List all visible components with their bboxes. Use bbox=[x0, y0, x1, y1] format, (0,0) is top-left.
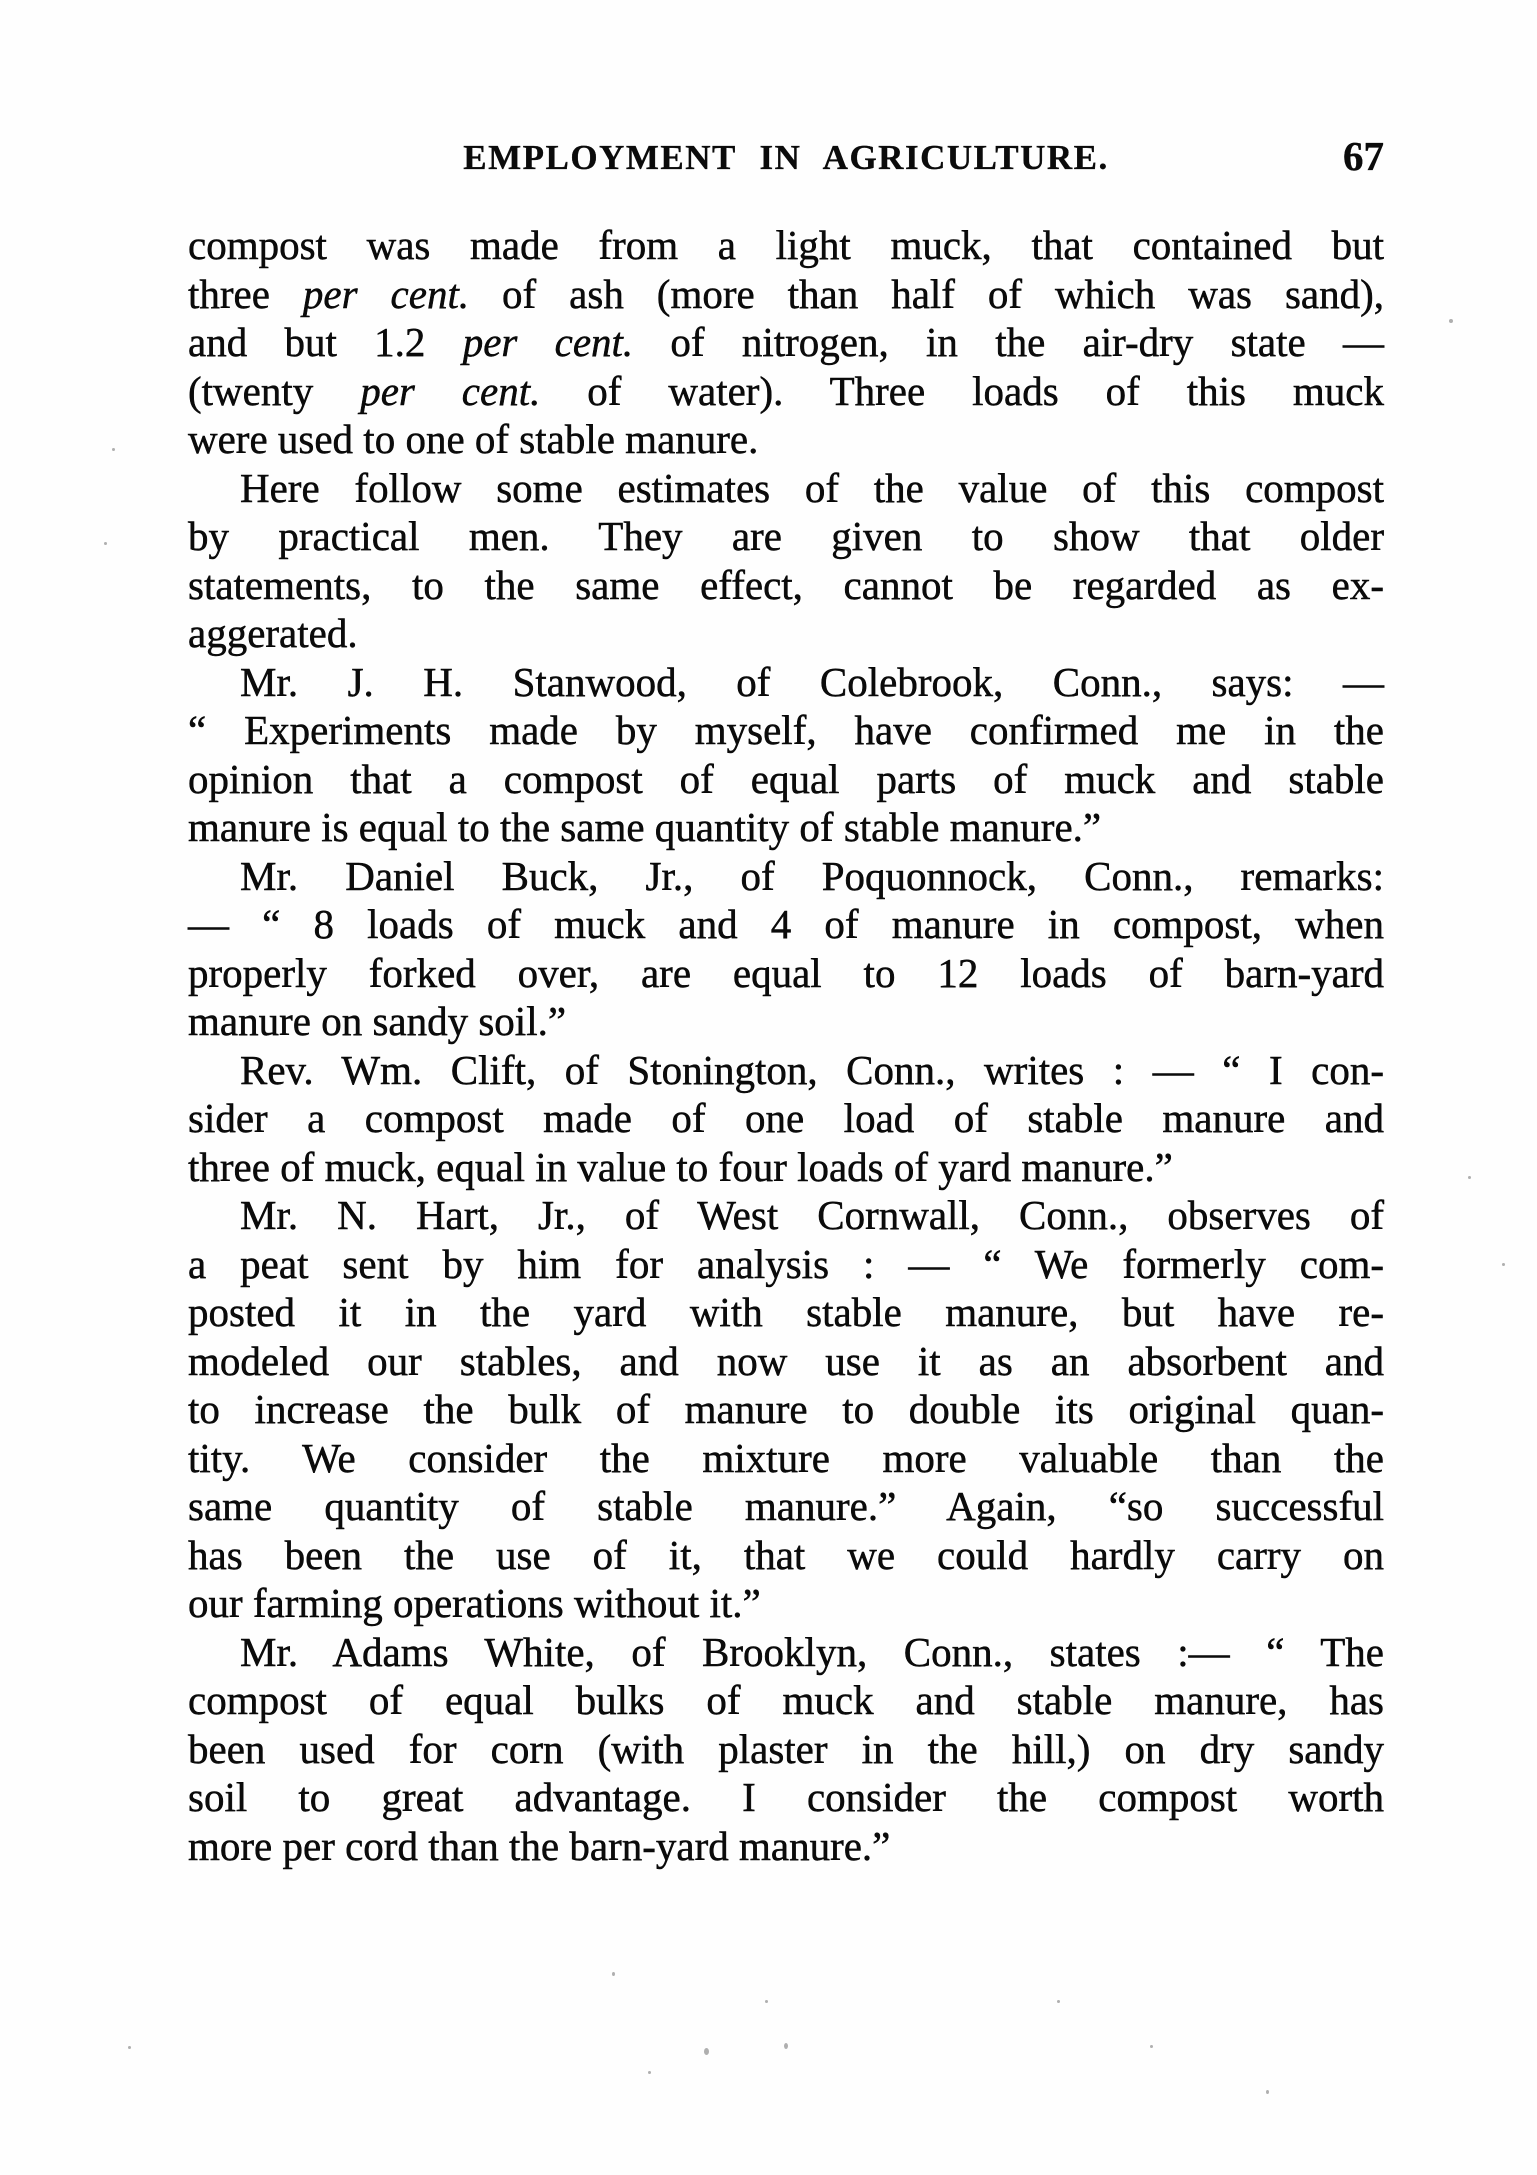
text-line: properly forked over, are equal to 12 loads of barn-yard bbox=[188, 949, 1384, 996]
paragraph bbox=[188, 658, 1384, 852]
scan-speckle bbox=[128, 2046, 131, 2049]
scan-speckle bbox=[704, 2048, 709, 2055]
text-line: Mr. J. H. Stanwood, of Colebrook, Conn., says: — bbox=[240, 658, 1384, 705]
text-line: tity. We consider the mixture more valuable than the bbox=[188, 1434, 1384, 1481]
text-line: sider a compost made of one load of stable manure and bbox=[188, 1095, 1384, 1141]
text-line: posted it in the yard with stable manure, but have re- bbox=[188, 1289, 1384, 1335]
scan-speckle bbox=[1468, 1176, 1471, 1179]
scan-speckle bbox=[1502, 1263, 1505, 1266]
scan-speckle bbox=[112, 448, 115, 451]
text-line: soil to great advantage. I consider the compost worth bbox=[188, 1774, 1384, 1820]
text-line: (twenty per cent. of water). Three loads of this muck bbox=[188, 367, 1385, 414]
text-line: same quantity of stable manure.” Again, “so successful bbox=[188, 1483, 1384, 1529]
scan-speckle bbox=[765, 2000, 768, 2003]
text-line: been used for corn (with plaster in the hill,) on dry sandy bbox=[188, 1725, 1384, 1772]
text-line: statements, to the same effect, cannot be regarded as ex- bbox=[188, 561, 1384, 608]
scan-speckle bbox=[784, 2043, 788, 2049]
text-line: compost of equal bulks of muck and stable manure, has bbox=[188, 1677, 1384, 1723]
paragraph bbox=[188, 1191, 1384, 1628]
text-line: modeled our stables, and now use it as an absorbent and bbox=[188, 1337, 1384, 1384]
text-block bbox=[188, 221, 1384, 1870]
page-header bbox=[188, 133, 1384, 188]
text-line: — “ 8 loads of muck and 4 of manure in compost, when bbox=[188, 901, 1384, 947]
scan-speckle bbox=[648, 2071, 651, 2074]
text-line: Here follow some estimates of the value of this compost bbox=[240, 464, 1384, 511]
text-line: manure is equal to the same quantity of stable manure.” bbox=[188, 804, 1102, 850]
paragraph bbox=[188, 1628, 1384, 1871]
running-title: EMPLOYMENT IN AGRICULTURE. bbox=[463, 138, 1109, 177]
text-line: our farming operations without it.” bbox=[188, 1580, 761, 1626]
scan-speckle bbox=[1057, 2000, 1060, 2003]
text-line: aggerated. bbox=[188, 610, 358, 656]
scan-speckle bbox=[1266, 2090, 1269, 2094]
page-number: 67 bbox=[1343, 133, 1384, 179]
text-line: three of muck, equal in value to four loads of yard manure.” bbox=[188, 1143, 1173, 1190]
scan-speckle bbox=[1150, 2045, 1153, 2048]
text-line: three per cent. of ash (more than half of which was sand), bbox=[188, 270, 1385, 317]
scan-speckle bbox=[104, 542, 107, 545]
paragraph bbox=[188, 852, 1384, 1046]
text-line: a peat sent by him for analysis : — “ We formerly com- bbox=[188, 1240, 1384, 1287]
text-line: compost was made from a light muck, that contained but bbox=[188, 222, 1384, 268]
text-line: opinion that a compost of equal parts of muck and stable bbox=[188, 755, 1384, 802]
text-line: Mr. N. Hart, Jr., of West Cornwall, Conn., observes of bbox=[240, 1192, 1384, 1238]
text-line: Rev. Wm. Clift, of Stonington, Conn., writes : — “ I con- bbox=[240, 1046, 1384, 1093]
scan-speckle bbox=[612, 1972, 615, 1976]
text-line: manure on sandy soil.” bbox=[188, 998, 567, 1044]
text-line: Mr. Adams White, of Brooklyn, Conn., states :— “ The bbox=[240, 1628, 1384, 1675]
text-line: has been the use of it, that we could hardly carry on bbox=[188, 1531, 1384, 1578]
text-line: more per cord than the barn-yard manure.” bbox=[188, 1822, 891, 1869]
text-line: and but 1.2 per cent. of nitrogen, in the air-dry state — bbox=[188, 319, 1384, 365]
paragraph bbox=[188, 464, 1384, 658]
paragraph bbox=[188, 1046, 1384, 1192]
paragraph bbox=[188, 221, 1384, 464]
text-line: were used to one of stable manure. bbox=[188, 416, 759, 462]
text-line: Mr. Daniel Buck, Jr., of Poquonnock, Conn., remarks: bbox=[240, 852, 1384, 899]
text-line: to increase the bulk of manure to double its original quan- bbox=[188, 1386, 1384, 1432]
text-line: “ Experiments made by myself, have confirmed me in the bbox=[188, 707, 1384, 753]
text-line: by practical men. They are given to show that older bbox=[188, 513, 1384, 559]
scan-speckle bbox=[1449, 319, 1453, 323]
